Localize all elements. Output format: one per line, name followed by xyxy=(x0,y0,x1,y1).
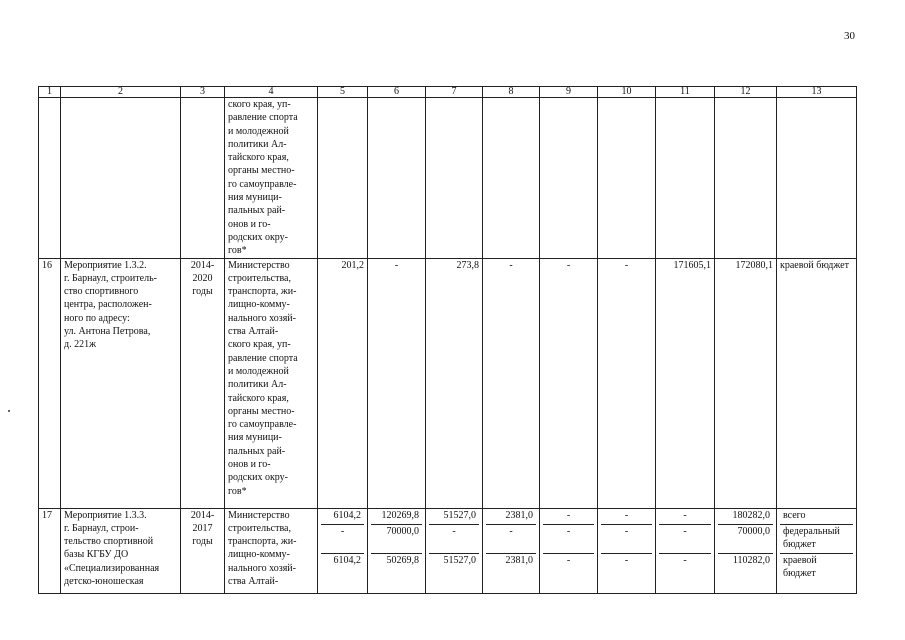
source-cell: краевой бюджет xyxy=(777,258,857,508)
source-cell xyxy=(777,98,857,259)
header-cell: 1 xyxy=(39,87,61,98)
value-cell xyxy=(368,508,426,593)
text-line: тайского края, xyxy=(228,392,289,404)
text-line: ния муници- xyxy=(228,192,282,204)
sub-value: - xyxy=(486,525,536,554)
text-line: лищно-комму- xyxy=(228,549,290,561)
page-number: 30 xyxy=(844,30,855,42)
sub-value: 110282,0 xyxy=(732,554,770,566)
sub-value: всего xyxy=(780,509,853,525)
text-line: ского края, уп- xyxy=(228,99,291,110)
text-line: политики Ал- xyxy=(228,138,287,150)
sub-value: 50269,8 xyxy=(386,554,419,566)
sub-value: - xyxy=(659,509,711,525)
text-line: 2014- xyxy=(190,509,215,521)
source-cell xyxy=(777,508,857,593)
sub-value: федеральный бюджет xyxy=(780,525,853,554)
table-row xyxy=(39,258,857,508)
header-cell: 13 xyxy=(777,87,857,98)
executor-cell xyxy=(225,508,318,593)
text-line: пальных рай- xyxy=(228,445,286,457)
text-line: тайского края, xyxy=(228,152,289,164)
text-line: онов и го- xyxy=(228,459,271,471)
sub-value: - xyxy=(601,525,652,554)
value-cell xyxy=(368,98,426,259)
text-line: «Специализированная xyxy=(64,562,160,574)
value-cell xyxy=(318,508,368,593)
value-cell xyxy=(598,98,656,259)
header-cell: 7 xyxy=(426,87,483,98)
text-line: родских окру- xyxy=(228,231,289,243)
sub-value: краевой бюджет xyxy=(783,554,817,579)
text-line: строительства, xyxy=(228,522,291,534)
sub-value: - xyxy=(429,525,479,554)
text-line: го самоуправле- xyxy=(228,178,297,190)
header-cell: 12 xyxy=(715,87,777,98)
text-line: го самоуправле- xyxy=(228,419,297,431)
sub-value: 70000,0 xyxy=(718,525,773,554)
table-row xyxy=(39,98,857,259)
value-cell xyxy=(483,508,540,593)
header-cell: 6 xyxy=(368,87,426,98)
row-number: 17 xyxy=(39,508,61,593)
header-cell: 2 xyxy=(61,87,181,98)
sub-value: - xyxy=(601,509,652,525)
text-line: транспорта, жи- xyxy=(228,536,297,548)
measure-cell xyxy=(61,98,181,259)
value-cell xyxy=(540,98,598,259)
measure-cell xyxy=(61,258,181,508)
sub-value: 2381,0 xyxy=(505,554,533,566)
value-cell xyxy=(426,508,483,593)
header-cell: 4 xyxy=(225,87,318,98)
text-line: онов и го- xyxy=(228,218,271,230)
text-line: 2014- xyxy=(190,259,215,271)
text-line: политики Ал- xyxy=(228,379,287,391)
header-row xyxy=(39,87,857,98)
period-cell xyxy=(181,258,225,508)
value-cell: 201,2 xyxy=(318,258,368,508)
value-cell: 172080,1 xyxy=(715,258,777,508)
text-line: родских окру- xyxy=(228,472,289,484)
sub-value: - xyxy=(566,554,571,566)
text-line: годы xyxy=(192,286,213,298)
value-cell xyxy=(426,98,483,259)
text-line: ния муници- xyxy=(228,432,282,444)
table-row xyxy=(39,508,857,593)
text-line: центра, расположен- xyxy=(64,299,152,311)
sub-value: 70000,0 xyxy=(371,525,422,554)
value-cell: - xyxy=(483,258,540,508)
value-cell xyxy=(318,98,368,259)
sub-value: 6104,2 xyxy=(333,554,361,566)
text-line: 2020 xyxy=(192,272,213,284)
header-cell: 5 xyxy=(318,87,368,98)
text-line: базы КГБУ ДО xyxy=(64,549,129,561)
text-line: детско-юношеская xyxy=(64,576,144,588)
text-line: равление спорта xyxy=(228,112,298,124)
sub-value: - xyxy=(543,525,594,554)
executor-cell xyxy=(225,98,318,259)
sub-value: 2381,0 xyxy=(486,509,536,525)
value-cell xyxy=(656,508,715,593)
text-line: пальных рай- xyxy=(228,205,286,217)
sub-value: 6104,2 xyxy=(321,509,364,525)
text-line: ского края, уп- xyxy=(228,339,291,351)
value-cell xyxy=(540,508,598,593)
value-cell: - xyxy=(598,258,656,508)
text-line: нального хозяй- xyxy=(228,562,296,574)
text-line: и молодежной xyxy=(228,125,289,137)
sub-value: - xyxy=(683,554,687,566)
value-cell xyxy=(715,508,777,593)
executor-cell xyxy=(225,258,318,508)
header-cell: 3 xyxy=(181,87,225,98)
sub-value: 51527,0 xyxy=(429,509,479,525)
value-cell xyxy=(656,98,715,259)
text-line: ул. Антона Петрова, xyxy=(64,326,151,338)
period-cell xyxy=(181,508,225,593)
header-cell: 10 xyxy=(598,87,656,98)
value-cell xyxy=(598,508,656,593)
text-line: Мероприятие 1.3.2. xyxy=(64,259,147,271)
text-line: гов* xyxy=(228,245,247,257)
text-line: транспорта, жи- xyxy=(228,286,297,298)
text-line: равление спорта xyxy=(228,352,298,364)
sub-value: 120269,8 xyxy=(371,509,422,525)
row-number: 16 xyxy=(39,258,61,508)
text-line: 2017 xyxy=(192,522,213,534)
value-cell xyxy=(715,98,777,259)
text-line: ного по адресу: xyxy=(64,312,130,324)
sub-value: 51527,0 xyxy=(443,554,476,566)
sub-value: - xyxy=(321,525,364,554)
value-cell xyxy=(483,98,540,259)
text-line: ства Алтай- xyxy=(228,326,279,338)
sub-value: - xyxy=(543,509,594,525)
value-cell: 273,8 xyxy=(426,258,483,508)
header-cell: 11 xyxy=(656,87,715,98)
value-cell: 171605,1 xyxy=(656,258,715,508)
row-number xyxy=(39,98,61,259)
budget-table xyxy=(38,86,857,594)
value-cell: - xyxy=(540,258,598,508)
measure-cell xyxy=(61,508,181,593)
text-line: ства Алтай- xyxy=(228,576,279,588)
text-line: г. Барнаул, строи- xyxy=(64,522,139,534)
header-cell: 8 xyxy=(483,87,540,98)
text-line: нального хозяй- xyxy=(228,312,296,324)
text-line: г. Барнаул, строитель- xyxy=(64,272,157,284)
text-line: Мероприятие 1.3.3. xyxy=(64,509,147,521)
sub-value: 180282,0 xyxy=(718,509,773,525)
text-line: д. 221ж xyxy=(64,339,96,351)
text-line: тельство спортивной xyxy=(64,536,154,548)
text-line: Министерство xyxy=(228,509,290,521)
sub-value: - xyxy=(624,554,629,566)
sub-value: - xyxy=(659,525,711,554)
text-line: Министерство xyxy=(228,259,290,271)
text-line: ство спортивного xyxy=(64,286,139,298)
text-line: органы местно- xyxy=(228,405,295,417)
text-line: и молодежной xyxy=(228,365,289,377)
period-cell xyxy=(181,98,225,259)
value-cell: - xyxy=(368,258,426,508)
text-line: органы местно- xyxy=(228,165,295,177)
scan-speck xyxy=(8,410,10,412)
text-line: лищно-комму- xyxy=(228,299,290,311)
text-line: гов* xyxy=(228,485,247,497)
text-line: годы xyxy=(192,536,213,548)
header-cell: 9 xyxy=(540,87,598,98)
text-line: строительства, xyxy=(228,272,291,284)
